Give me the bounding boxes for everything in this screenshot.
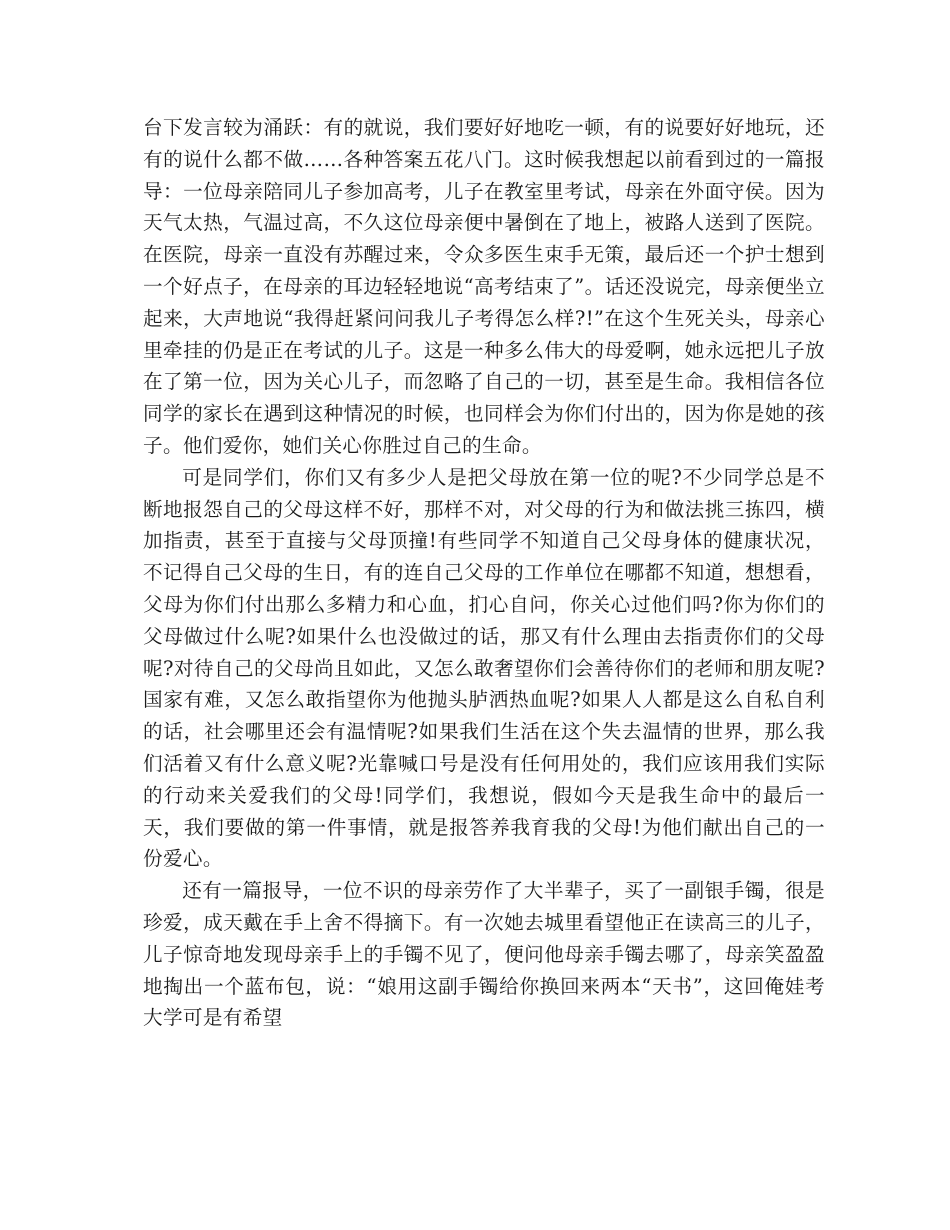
paragraph-1: 台下发言较为涌跃：有的就说，我们要好好地吃一顿，有的说要好好地玩，还有的说什么都不做……各种答案五花八门。这时候我想起以前看到过的一篇报导：一位母亲陪同儿子参加高考，儿子在教室里考试，母亲在外面守侯。因为天气太热，气温过高，不久这位母亲便中暑倒在了地上，被路人送到了医院。在医院，母亲一直没有苏醒过来，令众多医生束手无策，最后还一个护士想到一个好点子，在母亲的耳边轻轻地说“高考结束了”。话还没说完，母亲便坐立起来，大声地说“我得赶紧问问我儿子考得怎么样?!”在这个生死关头，母亲心里牵挂的仍是正在考试的儿子。这是一种多么伟大的母爱啊，她永远把儿子放在了第一位，因为关心儿子，而忽略了自己的一切，甚至是生命。我相信各位同学的家长在遇到这种情况的时候，也同样会为你们付出的，因为你是她的孩子。他们爱你，她们关心你胜过自己的生命。: [143, 116, 825, 457]
document-page: [143, 112, 825, 1034]
paragraph-3: 还有一篇报导，一位不识的母亲劳作了大半辈子，买了一副银手镯，很是珍爱，成天戴在手上舍不得摘下。有一次她去城里看望他正在读高三的儿子，儿子惊奇地发现母亲手上的手镯不见了，便问他母亲手镯去哪了，母亲笑盈盈地掏出一个蓝布包，说：“娘用这副手镯给你换回来两本“天书”，这回俺娃考大学可是有希望: [143, 879, 825, 1030]
paragraph-2: 可是同学们，你们又有多少人是把父母放在第一位的呢?不少同学总是不断地报怨自己的父母这样不好，那样不对，对父母的行为和做法挑三拣四，横加指责，甚至于直接与父母顶撞!有些同学不知道自己父母身体的健康状况，不记得自己父母的生日，有的连自己父母的工作单位在哪都不知道，想想看，父母为你们付出那么多精力和心血，扪心自问，你关心过他们吗?你为你们的父母做过什么呢?如果什么也没做过的话，那又有什么理由去指责你们的父母呢?对待自己的父母尚且如此，又怎么敢奢望你们会善待你们的老师和朋友呢?国家有难，又怎么敢指望你为他抛头胪洒热血呢?如果人人都是这么自私自利的话，社会哪里还会有温情呢?如果我们生活在这个失去温情的世界，那么我们活着又有什么意义呢?光靠喊口号是没有任何用处的，我们应该用我们实际的行动来关爱我们的父母!同学们，我想说，假如今天是我生命中的最后一天，我们要做的第一件事情，就是报答养我育我的父母!为他们献出自己的一份爱心。: [143, 465, 825, 871]
